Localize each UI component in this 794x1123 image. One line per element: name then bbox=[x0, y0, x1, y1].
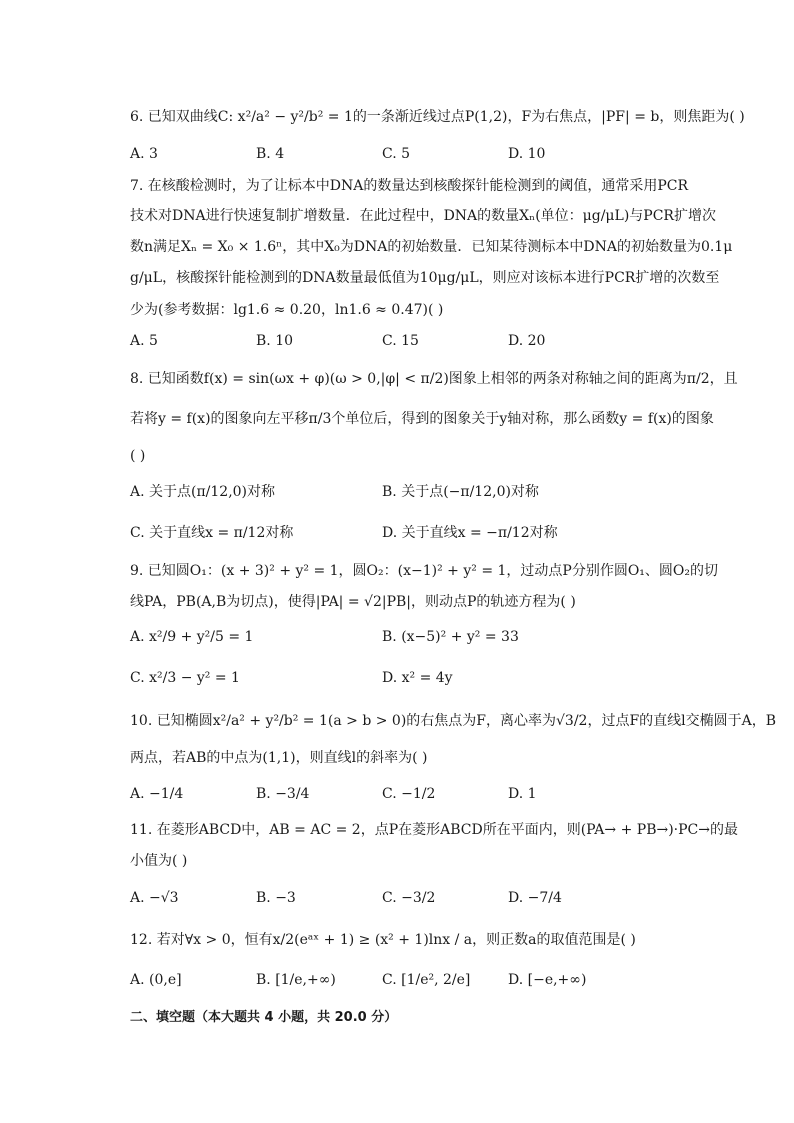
q6-option-a: A. 3 bbox=[130, 146, 158, 162]
q9-line-2: 线PA，PB(A,B为切点)，使得|PA| = √2|PB|，则动点P的轨迹方程为( ) bbox=[130, 594, 576, 610]
q9-option-b: B. (x−5)² + y² = 33 bbox=[382, 629, 519, 645]
q7-line-1: 7. 在核酸检测时，为了让标本中DNA的数量达到核酸探针能检测到的阈值，通常采用PCR bbox=[130, 178, 689, 194]
q12-option-d: D. [−e,+∞) bbox=[508, 972, 587, 988]
q10-option-d: D. 1 bbox=[508, 786, 537, 802]
q8-option-a: A. 关于点(π/12,0)对称 bbox=[130, 484, 276, 500]
q10-line-2: 两点，若AB的中点为(1,1)，则直线l的斜率为( ) bbox=[130, 750, 428, 766]
q12-stem: 12. 若对∀x > 0，恒有x/2(eᵃˣ + 1) ≥ (x² + 1)lnx / a，则正数a的取值范围是( ) bbox=[130, 932, 636, 948]
q9-line-1: 9. 已知圆O₁：(x + 3)² + y² = 1，圆O₂：(x−1)² + y² = 1，过动点P分别作圆O₁、圆O₂的切 bbox=[130, 563, 719, 579]
q7-option-a: A. 5 bbox=[130, 333, 158, 349]
q8-option-d: D. 关于直线x = −π/12对称 bbox=[382, 525, 558, 541]
q10-option-c: C. −1/2 bbox=[382, 786, 436, 802]
q8-line-2: 若将y = f(x)的图象向左平移π/3个单位后，得到的图象关于y轴对称，那么函数y = f(x)的图象 bbox=[130, 411, 714, 427]
q11-option-b: B. −3 bbox=[256, 890, 296, 906]
q11-option-c: C. −3/2 bbox=[382, 890, 436, 906]
q11-option-a: A. −√3 bbox=[130, 890, 179, 906]
q11-option-d: D. −7/4 bbox=[508, 890, 562, 906]
q6-option-b: B. 4 bbox=[256, 146, 285, 162]
q10-option-a: A. −1/4 bbox=[130, 786, 184, 802]
q12-option-c: C. [1/e², 2/e] bbox=[382, 972, 471, 988]
q7-line-4: g/μL，核酸探针能检测到的DNA数量最低值为10μg/μL，则应对该标本进行PCR扩增的次数至 bbox=[130, 270, 720, 286]
q6-option-d: D. 10 bbox=[508, 146, 546, 162]
q7-line-2: 技术对DNA进行快速复制扩增数量．在此过程中，DNA的数量Xₙ(单位：μg/μL)与PCR扩增次 bbox=[130, 208, 716, 224]
q9-option-c: C. x²/3 − y² = 1 bbox=[130, 670, 240, 686]
q10-option-b: B. −3/4 bbox=[256, 786, 310, 802]
q7-option-c: C. 15 bbox=[382, 333, 419, 349]
q8-option-c: C. 关于直线x = π/12对称 bbox=[130, 525, 294, 541]
q11-line-2: 小值为( ) bbox=[130, 853, 188, 869]
q10-line-1: 10. 已知椭圆x²/a² + y²/b² = 1(a > b > 0)的右焦点为F，离心率为√3/2，过点F的直线l交椭圆于A，B bbox=[130, 713, 777, 729]
q8-line-1: 8. 已知函数f(x) = sin(ωx + φ)(ω > 0,|φ| < π/2)图象上相邻的两条对称轴之间的距离为π/2，且 bbox=[130, 371, 738, 387]
section-heading-fill-in: 二、填空题（本大题共 4 小题，共 20.0 分） bbox=[130, 1010, 398, 1025]
q9-option-a: A. x²/9 + y²/5 = 1 bbox=[130, 629, 254, 645]
q6-stem: 6. 已知双曲线C: x²/a² − y²/b² = 1的一条渐近线过点P(1,2)，F为右焦点，|PF| = b，则焦距为( ) bbox=[130, 109, 745, 125]
q12-option-a: A. (0,e] bbox=[130, 972, 182, 988]
q8-line-3: ( ) bbox=[130, 448, 146, 464]
q9-option-d: D. x² = 4y bbox=[382, 670, 453, 686]
q7-line-3: 数n满足Xₙ = X₀ × 1.6ⁿ，其中X₀为DNA的初始数量．已知某待测标本中DNA的初始数量为0.1μ bbox=[130, 239, 733, 255]
q12-option-b: B. [1/e,+∞) bbox=[256, 972, 336, 988]
q6-option-c: C. 5 bbox=[382, 146, 411, 162]
q11-line-1: 11. 在菱形ABCD中，AB = AC = 2，点P在菱形ABCD所在平面内，则(PA→ + PB→)·PC→的最 bbox=[130, 822, 738, 838]
q8-option-b: B. 关于点(−π/12,0)对称 bbox=[382, 484, 539, 500]
q7-line-5: 少为(参考数据：lg1.6 ≈ 0.20，ln1.6 ≈ 0.47)( ) bbox=[130, 302, 444, 318]
q7-option-d: D. 20 bbox=[508, 333, 546, 349]
q7-option-b: B. 10 bbox=[256, 333, 294, 349]
